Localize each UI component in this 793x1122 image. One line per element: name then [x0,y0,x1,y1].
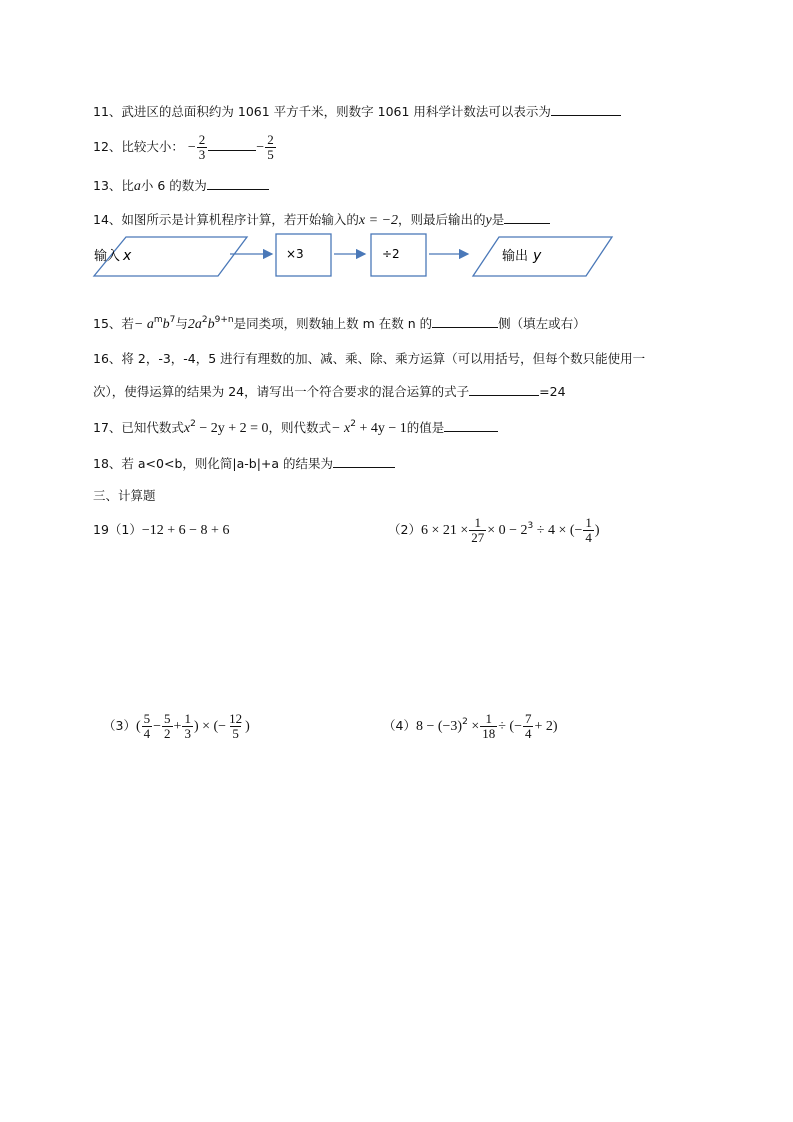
section-3-heading [93,486,156,506]
q19-expr-3a: ( [135,719,141,734]
q17-mid: ，则代数式 [268,420,332,435]
q15-term1: − a [133,317,154,332]
flow-step1-label: ×3 [286,247,304,261]
q19-label-2: （2） [388,522,421,537]
section-3-title: 三、计算题 [93,488,156,503]
q19-label-3: （3） [103,718,136,733]
q19-expr-4-frac1: $\frac{1}{18}$ [482,711,496,741]
question-15 [93,313,586,335]
q17-expr1-exp: 2 [190,419,196,429]
q14-mid: ，则最后输出的 [398,212,486,227]
q15-term1-b-exp: 7 [169,315,176,325]
q15-term2-exp: 2 [201,315,208,325]
q17-expr1-x: x [183,421,191,436]
question-16-line-2 [93,381,566,402]
flow-output-shape [473,237,612,276]
q19-expr-2-frac2: $\frac{1}{4}$ [585,515,592,545]
q15-term1-exp: m [153,315,163,325]
flow-input-var: x [123,248,132,264]
q19-problem-3 [103,708,250,745]
q13-suffix: 小 6 的数为 [140,178,207,193]
q12-minus-1: − [187,140,196,155]
q14-prefix: 14、如图所示是计算机程序计算，若开始输入的 [93,212,359,227]
q17-blank [444,417,498,432]
q19-expr-4d: + 2) [534,719,558,734]
q15-term1-b: b [162,317,170,332]
q19-expr-4a: 8 − (−3) [415,719,463,734]
q17-prefix: 17、已知代数式 [93,420,184,435]
q16-blank [469,381,539,396]
q19-expr-3-frac3: $\frac{1}{3}$ [184,711,191,741]
q19-expr-3-op3: ) × (− [193,719,227,734]
question-14 [93,209,550,231]
q18-blank [333,453,395,468]
q19-problem-2 [388,512,600,549]
q19-expr-2b: × 0 − 2 [487,523,528,538]
q15-suffix: 是同类项，则数轴上数 m 在数 n 的 [233,316,433,331]
q19-expr-3-op2: + [173,719,182,734]
q19-expr-3-frac2: $\frac{5}{2}$ [164,711,171,741]
q19-expr-2d: ) [594,523,600,538]
q13-var: a [133,179,141,194]
q17-expr2-exp: 2 [350,419,356,429]
q19-expr-4b: × [467,719,480,734]
q19-expr-2-frac1: $\frac{1}{27}$ [471,515,485,545]
question-13 [93,175,269,197]
q17-expr2-rest: + 4y − 1 [355,421,407,436]
q16-tail: =24 [539,384,566,399]
q15-tail: 侧（填左或右） [498,316,586,331]
q19-expr-3-frac1: $\frac{5}{4}$ [143,711,151,741]
q18-text: 18、若 a<0<b，则化简|a-b|+a 的结果为 [93,456,334,471]
q16-line2: 次），使得运算的结果为 24，请写出一个符合要求的混合运算的式子 [93,384,470,399]
q17-suffix: 的值是 [406,420,445,435]
q15-term2-b-exp: 9+n [214,315,234,325]
question-18 [93,453,395,474]
q19-expr-1: −12 + 6 − 8 + 6 [141,523,230,538]
q17-expr2-x: − x [331,421,351,436]
q12-minus-2: − [256,140,265,155]
q16-line1: 16、将 2，-3，-4，5 进行有理数的加、减、乘、除、乘方运算（可以用括号，但每个数只能使用一 [93,351,646,366]
q15-blank [432,313,498,328]
q19-expr-2a: 6 × 21 × [420,523,469,538]
flow-input-label: 输入 [94,249,121,264]
q14-flowchart [90,232,620,280]
q19-label-4: （4） [383,718,416,733]
q13-blank [207,175,269,190]
question-12 [93,132,277,163]
q14-suffix: 是 [491,212,505,227]
q19-expr-4c: ÷ (− [498,719,522,734]
q11-blank [551,101,621,116]
q15-term2-b: b [207,317,215,332]
q12-blank [208,136,256,151]
q15-with: 与 [175,316,188,331]
question-11 [93,101,621,122]
question-16-line-1 [93,349,645,369]
q13-prefix: 13、比 [93,178,134,193]
q12-prefix: 12、比较大小： [93,139,184,154]
q19-expr-3e: ) [245,719,250,734]
q14-var: y [485,213,492,228]
q17-expr1-rest: − 2y + 2 = 0 [195,421,269,436]
q19-expr-2c: ÷ 4 × (− [533,523,583,538]
q12-fraction-1: $\frac{2}{3}$ [198,132,206,162]
q15-prefix: 15、若 [93,316,134,331]
flow-step2-label: ÷2 [382,247,400,261]
q14-blank [504,209,550,224]
q19-expr-4-frac2: $\frac{7}{4}$ [524,711,532,741]
question-17 [93,417,498,439]
q12-fraction-2: $\frac{2}{5}$ [267,132,274,162]
q19-problem-1 [93,520,229,541]
q19-expr-4-exp: 2 [462,717,468,727]
q19-expr-3-frac4: $\frac{12}{5}$ [229,711,243,741]
q15-term2: 2a [187,317,202,332]
q19-problem-4 [383,708,558,745]
q14-condition: x = −2 [358,213,399,228]
q19-label-1: 19（1） [93,522,142,537]
flow-output-var: y [533,248,542,264]
flow-output-label: 输出 [502,249,529,264]
q19-expr-3-op1: − [153,719,162,734]
q19-expr-2-exp: 3 [527,521,534,531]
q11-text: 11、武进区的总面积约为 1061 平方千米，则数字 1061 用科学计数法可以表示为 [93,104,551,119]
